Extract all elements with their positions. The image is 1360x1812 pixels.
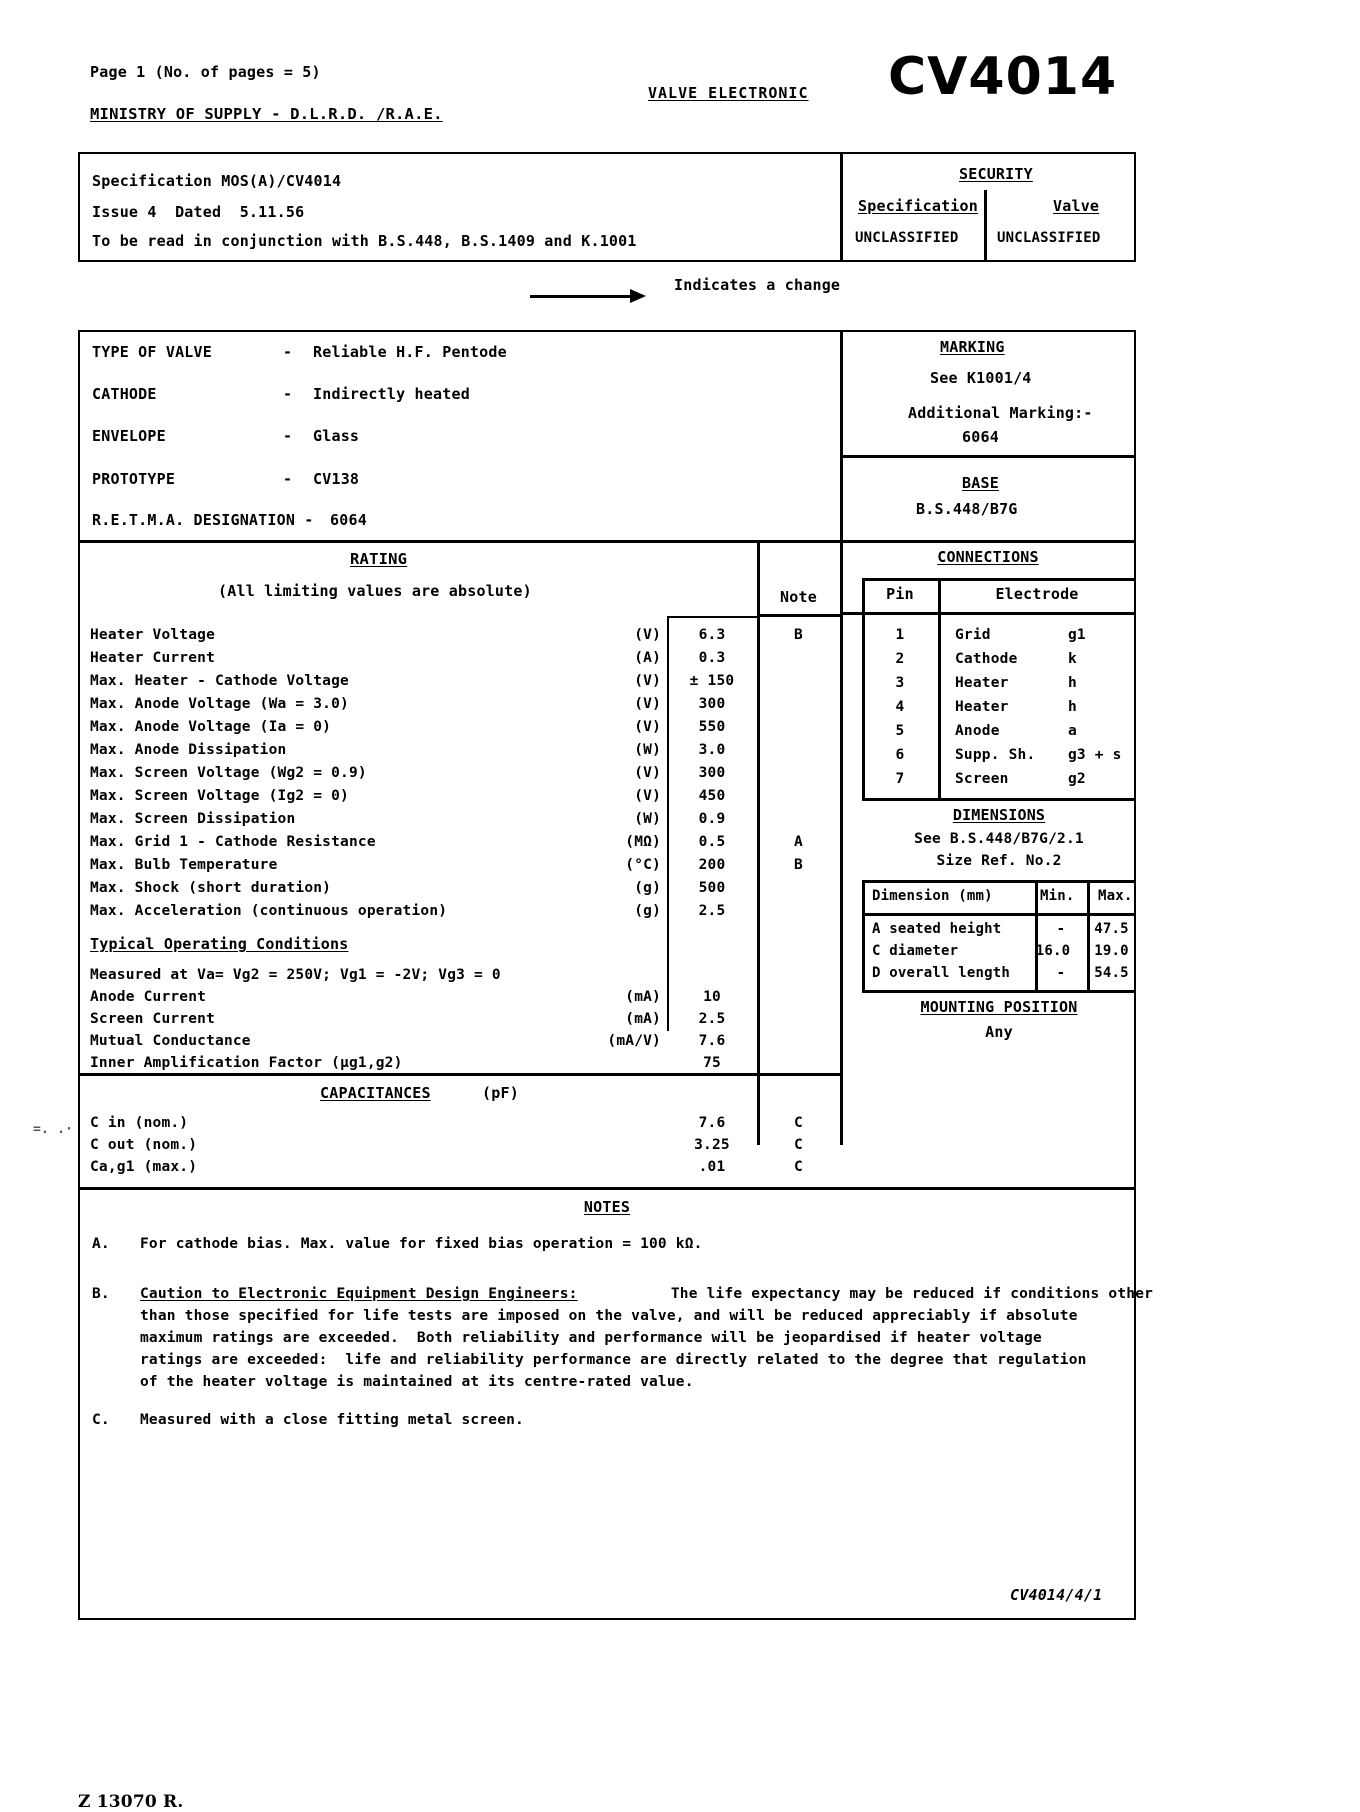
dimensions-table-top-rule [862,880,1136,883]
rating-value: 450 [698,788,726,804]
electrode-symbol: a [1068,723,1077,739]
dimensions-left-rule [862,880,865,990]
capacitance-label: C in (nom.) [90,1115,189,1131]
note-column-header: Note [780,588,817,606]
marking-line-3: 6064 [962,428,999,446]
rating-unit: (V) [634,719,661,735]
capacitances-notes-divider [78,1187,1136,1190]
rating-label: Heater Current [90,650,216,666]
rating-label: Max. Heater - Cathode Voltage [90,673,349,689]
electrode-column-header: Electrode [995,585,1079,603]
electrode-name: Anode [955,723,1000,739]
capacitance-value: 7.6 [698,1115,726,1131]
capacitance-note: C [794,1159,803,1175]
spec-line-2: Issue 4 Dated 5.11.56 [92,203,305,221]
rating-label: Max. Screen Dissipation [90,811,296,827]
rating-unit: (V) [634,696,661,712]
typical-value: 10 [703,989,721,1005]
spec-security-divider [840,152,843,262]
ministry-line: MINISTRY OF SUPPLY - D.L.R.D. /R.A.E. [90,105,443,123]
note-key: C. [92,1412,110,1428]
security-valve-header: Valve [1053,197,1100,215]
valve-info-label: PROTOTYPE [92,470,176,488]
rating-value: 200 [698,857,726,873]
electrode-name: Grid [955,627,991,643]
spec-line-1: Specification MOS(A)/CV4014 [92,172,342,190]
electrode-symbol: k [1068,651,1077,667]
rating-unit: (g) [634,903,661,919]
capacitance-value: .01 [698,1159,726,1175]
marking-line-1: See K1001/4 [930,369,1032,387]
capacitances-title: CAPACITANCES [320,1084,431,1102]
dimension-min: 16.0 [1035,943,1071,959]
rating-value: 2.5 [698,903,726,919]
rating-unit: (°C) [625,857,661,873]
document-reference: CV4014/4/1 [1010,1586,1103,1604]
typical-value: 2.5 [698,1011,726,1027]
note-text: Measured with a close fitting metal screen. [140,1412,524,1428]
rating-label: Max. Acceleration (continuous operation) [90,903,448,919]
typical-value: 7.6 [698,1033,726,1049]
dimensions-reference: See B.S.448/B7G/2.1 [914,831,1084,847]
typical-label: Mutual Conductance [90,1033,251,1049]
rating-value: 500 [698,880,726,896]
dimensions-title: DIMENSIONS [952,806,1046,824]
change-arrow-head [630,289,646,303]
capacitance-label: C out (nom.) [90,1137,198,1153]
capacitance-note: C [794,1137,803,1153]
electrode-name: Heater [955,675,1009,691]
note-text: maximum ratings are exceeded. Both reliability and performance will be jeopardised if heater voltage [140,1330,1042,1346]
connections-dimensions-divider [862,798,1136,801]
valve-info-label: ENVELOPE [92,427,166,445]
pin-number: 2 [895,651,905,667]
retma-label: R.E.T.M.A. DESIGNATION - [92,511,314,529]
dimension-max: 47.5 [1094,921,1129,937]
rating-unit: (V) [634,673,661,689]
rating-value: 550 [698,719,726,735]
rating-label: Max. Anode Voltage (Wa = 3.0) [90,696,349,712]
electrode-symbol: h [1068,675,1077,691]
spec-line-3: To be read in conjunction with B.S.448, B.S.1409 and K.1001 [92,232,637,250]
notes-title: NOTES [583,1198,631,1216]
valve-info-dash: - [283,470,293,488]
dimension-name: A seated height [872,921,1002,937]
marking-line-2: Additional Marking:- [908,404,1093,422]
security-title: SECURITY [959,165,1033,183]
mounting-title: MOUNTING POSITION [920,998,1078,1016]
valve-info-dash: - [283,427,293,445]
dimensions-col-header-min: Min. [1040,888,1075,904]
note-key: B. [92,1286,110,1302]
valve-info-label: CATHODE [92,385,157,403]
dimension-name: D overall length [872,965,1011,981]
marking-base-divider [840,455,1136,458]
electrode-symbol: g1 [1068,627,1086,643]
typical-label: Inner Amplification Factor (μg1,g2) [90,1055,403,1071]
rating-value: 0.5 [698,834,726,850]
rating-title: RATING [350,550,408,568]
capacitances-unit: (pF) [482,1084,519,1102]
valve-info-value: CV138 [313,470,360,488]
dimensions-table-header-rule [862,913,1136,916]
bottom-code: Z 13070 R. [78,1792,184,1812]
valveinfo-rating-divider [78,540,1136,543]
dimensions-mounting-divider [862,990,1136,993]
rating-value: 0.3 [698,650,726,666]
rating-label: Max. Shock (short duration) [90,880,332,896]
rating-value: 6.3 [698,627,726,643]
rating-unit: (V) [634,765,661,781]
valve-info-value: Glass [313,427,360,445]
rating-subtitle: (All limiting values are absolute) [218,582,532,600]
part-number: CV4014 [888,47,1118,107]
pin-number: 6 [895,747,905,763]
electrode-symbol: h [1068,699,1077,715]
rating-label: Max. Screen Voltage (Ig2 = 0) [90,788,349,804]
valve-info-label: TYPE OF VALVE [92,343,212,361]
typical-condition: Measured at Va= Vg2 = 250V; Vg1 = -2V; Vg3 = 0 [90,967,501,983]
rating-unit: (A) [634,650,661,666]
rating-unit: (MΩ) [625,834,661,850]
note-key: A. [92,1236,110,1252]
connections-header-bottom-rule [840,612,1136,615]
dimensions-col-header-max: Max. [1098,888,1133,904]
rating-unit: (g) [634,880,661,896]
electrode-name: Cathode [955,651,1018,667]
rating-value: 3.0 [698,742,726,758]
pin-column-header: Pin [886,585,914,603]
base-title: BASE [962,474,999,492]
pin-number: 4 [895,699,905,715]
document-kind: VALVE ELECTRONIC [648,84,809,102]
rating-label: Max. Bulb Temperature [90,857,278,873]
pin-number: 1 [895,627,905,643]
typical-unit: (mA) [625,1011,661,1027]
rating-label: Heater Voltage [90,627,216,643]
valveinfo-marking-divider [840,330,843,540]
rating-label: Max. Screen Voltage (Wg2 = 0.9) [90,765,367,781]
rating-capacitances-divider [78,1073,840,1076]
rating-unit: (V) [634,627,661,643]
typical-label: Screen Current [90,1011,216,1027]
rating-unit: (W) [634,811,661,827]
rating-value: 300 [698,765,726,781]
stray-mark: =. .· [33,1122,74,1137]
dimension-min: - [1056,921,1066,937]
rating-label: Max. Anode Voltage (Ia = 0) [90,719,332,735]
connections-title: CONNECTIONS [937,548,1039,566]
capacitance-value: 3.25 [694,1137,730,1153]
dimension-max: 54.5 [1094,965,1129,981]
note-text: The life expectancy may be reduced if conditions other [653,1286,1154,1302]
change-legend-label: Indicates a change [674,276,841,294]
pin-number: 3 [895,675,905,691]
note-header-rule [757,614,840,617]
note-text: of the heater voltage is maintained at its centre-rated value. [140,1374,694,1390]
note-text: ratings are exceeded: life and reliability performance are directly related to the degree that regulation [140,1352,1087,1368]
pin-electrode-divider [938,578,941,798]
page-number-note: Page 1 (No. of pages = 5) [90,63,321,81]
marking-title: MARKING [940,338,1005,356]
typical-value: 75 [703,1055,721,1071]
rating-value: ± 150 [689,673,735,689]
valve-info-dash: - [283,343,293,361]
electrode-name: Screen [955,771,1009,787]
rating-note: B [794,857,803,873]
electrode-symbol: g3 + s [1068,747,1122,763]
capacitance-note: C [794,1115,803,1131]
valve-info-value: Indirectly heated [313,385,470,403]
pin-number: 5 [895,723,905,739]
connections-header-top-rule [862,578,1136,581]
rating-unit: (W) [634,742,661,758]
rating-value: 0.9 [698,811,726,827]
dimensions-col-header-name: Dimension (mm) [872,888,993,904]
note-text: than those specified for life tests are imposed on the valve, and will be reduced appreciably if absolute [140,1308,1078,1324]
rating-label: Max. Anode Dissipation [90,742,287,758]
dimensions-size-ref: Size Ref. No.2 [936,853,1062,869]
rating-note: B [794,627,803,643]
capacitance-label: Ca,g1 (max.) [90,1159,198,1175]
base-value: B.S.448/B7G [916,500,1018,518]
electrode-name: Supp. Sh. [955,747,1036,763]
valve-info-dash: - [283,385,293,403]
note-connections-divider [840,540,843,1145]
change-arrow-line [530,295,635,298]
typical-label: Anode Current [90,989,207,1005]
mounting-value: Any [985,1023,1013,1041]
pin-number: 7 [895,771,905,787]
security-spec-header: Specification [858,197,978,215]
rating-label: Max. Grid 1 - Cathode Resistance [90,834,376,850]
rating-unit: (V) [634,788,661,804]
retma-value: 6064 [330,511,367,529]
note-heading: Caution to Electronic Equipment Design Engineers: [140,1286,578,1302]
typical-unit: (mA) [625,989,661,1005]
rating-value: 300 [698,696,726,712]
security-column-divider [984,190,987,262]
typical-title: Typical Operating Conditions [90,935,349,953]
typical-unit: (mA/V) [607,1033,661,1049]
dimension-name: C diameter [872,943,959,959]
dimension-max: 19.0 [1094,943,1129,959]
electrode-name: Heater [955,699,1009,715]
note-text: For cathode bias. Max. value for fixed bias operation = 100 kΩ. [140,1236,703,1252]
valve-info-value: Reliable H.F. Pentode [313,343,507,361]
security-valve-value: UNCLASSIFIED [997,230,1101,246]
security-spec-value: UNCLASSIFIED [855,230,959,246]
electrode-symbol: g2 [1068,771,1086,787]
rating-note: A [794,834,803,850]
dimension-min: - [1056,965,1066,981]
